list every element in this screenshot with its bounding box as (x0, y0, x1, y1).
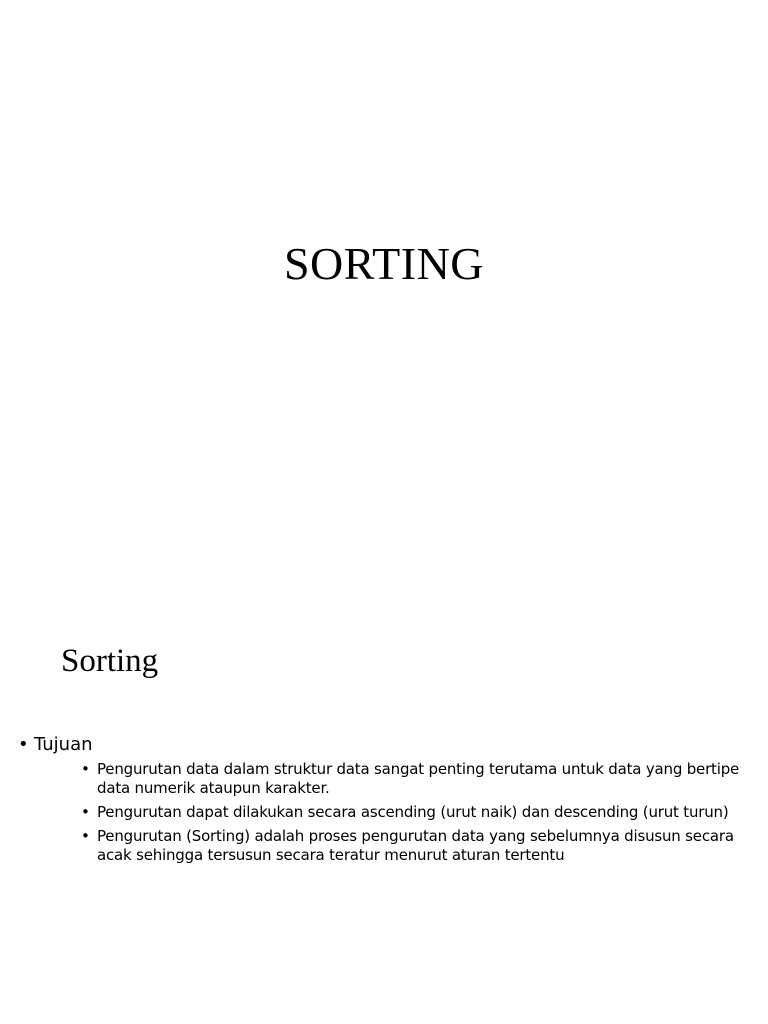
sub-bullet-text: Pengurutan data dalam struktur data sangat penting terutama untuk data yang bertipe data numerik ataupun karakter. (97, 760, 740, 797)
sub-bullet-text: Pengurutan dapat dilakukan secara ascending (urut naik) dan descending (urut turun) (97, 803, 729, 821)
bullet-icon: • (18, 734, 29, 755)
sub-bullet-text: Pengurutan (Sorting) adalah proses pengurutan data yang sebelumnya disusun secara acak sehingga tersusun secara teratur menurut aturan tertentu (97, 827, 734, 864)
sub-bullet-item (34, 827, 768, 865)
section-title: Sorting (61, 643, 159, 679)
bullet-list (0, 734, 768, 870)
bullet-item-tujuan (0, 734, 768, 865)
main-title: SORTING (283, 238, 485, 289)
sub-bullet-item (34, 760, 768, 798)
bullet-icon: • (81, 760, 90, 778)
slide-content (0, 576, 768, 1024)
sub-bullet-list (34, 760, 768, 865)
bullet-icon: • (81, 803, 90, 821)
sub-bullet-item (34, 803, 768, 822)
bullet-icon: • (81, 827, 90, 845)
bullet-text: Tujuan (34, 734, 93, 755)
